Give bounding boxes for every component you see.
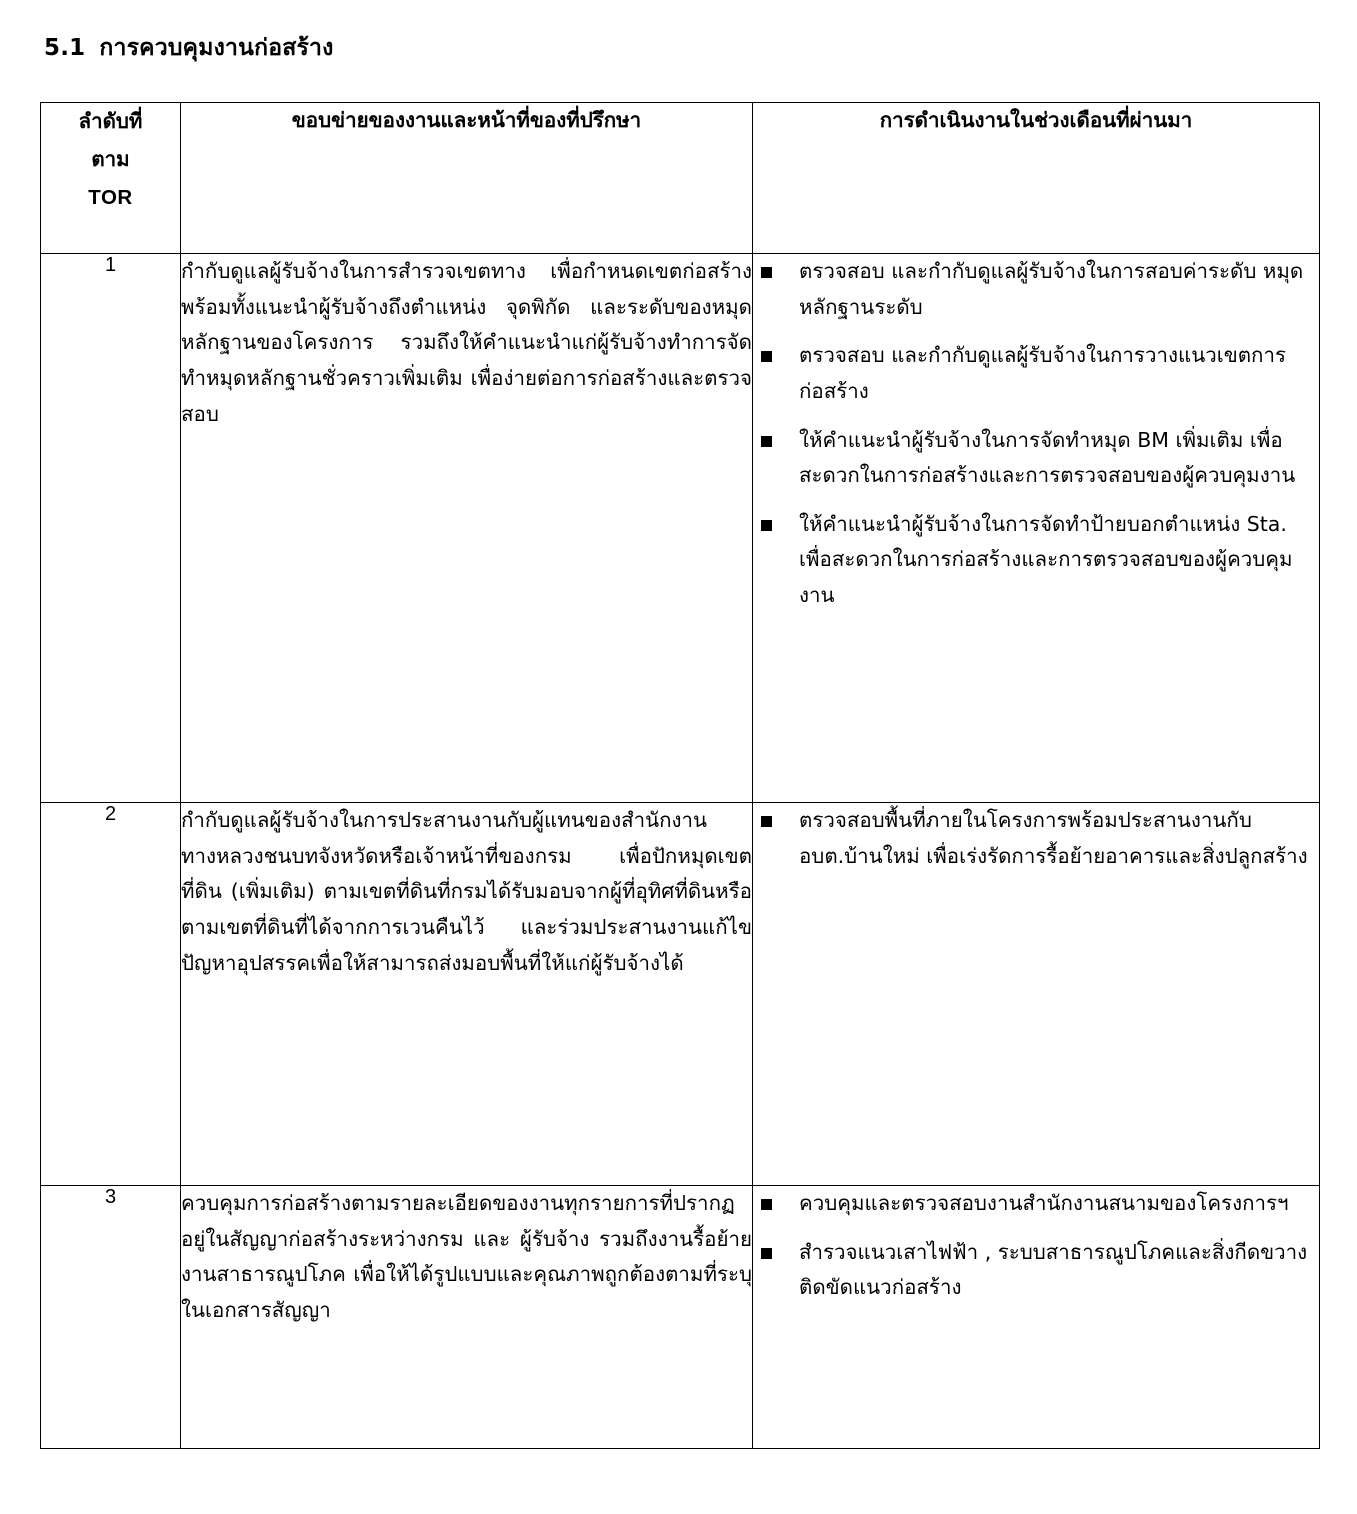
column-header-scope: ขอบข่ายของงานและหน้าที่ของที่ปรึกษา (181, 102, 753, 253)
list-item (753, 423, 1319, 494)
list-item-text: สำรวจแนวเสาไฟฟ้า , ระบบสาธารณูปโภคและสิ่งกีดขวางติดขัดแนวก่อสร้าง (799, 1239, 1308, 1300)
page-title (44, 34, 1317, 64)
list-item (753, 803, 1319, 874)
row-scope-text: กำกับดูแลผู้รับจ้างในการสำรวจเขตทาง เพื่อกำหนดเขตก่อสร้าง พร้อมทั้งแนะนำผู้รับจ้างถึงตำแหน่ง จุดพิกัด และระดับของหมุดหลักฐานของโครงการ รวมถึงให้คำแนะนำแก่ผู้รับจ้างทำการจัดทำหมุดหลักฐานชั่วคราวเพิ่มเติม เพื่อง่ายต่อการก่อสร้างและตรวจสอบ (181, 258, 752, 426)
progress-list (753, 1186, 1319, 1306)
row-scope (181, 802, 753, 1185)
bullet-square-icon (761, 520, 772, 531)
column-header-order-line3: TOR (88, 185, 133, 209)
list-item (753, 1235, 1319, 1306)
list-item (753, 254, 1319, 325)
progress-list (753, 803, 1319, 874)
list-item-text: ตรวจสอบ และกำกับดูแลผู้รับจ้างในการวางแนวเขตการก่อสร้าง (799, 343, 1286, 403)
row-number: 3 (41, 1185, 181, 1448)
column-header-order-line2: ตาม (91, 146, 130, 171)
bullet-square-icon (761, 436, 772, 447)
row-scope-text: ควบคุมการก่อสร้างตามรายละเอียดของงานทุกรายการที่ปรากฏอยู่ในสัญญาก่อสร้างระหว่างกรม และ ผู้รับจ้าง รวมถึงงานรื้อย้ายงานสาธารณูปโภค เพื่อให้ได้รูปแบบและคุณภาพถูกต้องตามที่ระบุในเอกสารสัญญา (181, 1190, 752, 1322)
bullet-square-icon (761, 267, 772, 278)
list-item-text: ตรวจสอบพื้นที่ภายในโครงการพร้อมประสานงานกับ อบต.บ้านใหม่ เพื่อเร่งรัดการรื้อย้ายอาคารและสิ่งปลูกสร้าง (799, 807, 1308, 868)
column-header-order (41, 102, 181, 253)
bullet-square-icon (761, 1199, 772, 1210)
row-scope (181, 1185, 753, 1448)
row-progress (753, 802, 1320, 1185)
table-row (41, 253, 1320, 802)
table-header-row (41, 102, 1320, 253)
table-row (41, 802, 1320, 1185)
table-row (41, 1185, 1320, 1448)
list-item (753, 1186, 1319, 1222)
tor-table (40, 102, 1320, 1449)
bullet-square-icon (761, 351, 772, 362)
column-header-progress: การดำเนินงานในช่วงเดือนที่ผ่านมา (753, 102, 1320, 253)
row-number: 2 (41, 802, 181, 1185)
list-item (753, 507, 1319, 614)
progress-list (753, 254, 1319, 614)
list-item-text: ให้คำแนะนำผู้รับจ้างในการจัดทำหมุด BM เพิ่มเติม เพื่อสะดวกในการก่อสร้างและการตรวจสอบของผู้ควบคุมงาน (799, 427, 1296, 488)
list-item (753, 338, 1319, 409)
bullet-square-icon (761, 1248, 772, 1259)
row-scope (181, 253, 753, 802)
row-number: 1 (41, 253, 181, 802)
list-item-text: ควบคุมและตรวจสอบงานสำนักงานสนามของโครงการฯ (799, 1190, 1289, 1215)
column-header-order-line1: ลำดับที่ (78, 108, 143, 133)
list-item-text: ให้คำแนะนำผู้รับจ้างในการจัดทำป้ายบอกตำแหน่ง Sta. เพื่อสะดวกในการก่อสร้างและการตรวจสอบของผู้ควบคุมงาน (799, 511, 1293, 608)
row-progress (753, 1185, 1320, 1448)
row-scope-text: กำกับดูแลผู้รับจ้างในการประสานงานกับผู้แทนของสำนักงานทางหลวงชนบทจังหวัดหรือเจ้าหน้าที่ของกรม เพื่อปักหมุดเขตที่ดิน (เพิ่มเติม) ตามเขตที่ดินที่กรมได้รับมอบจากผู้ที่อุทิศที่ดินหรือตามเขตที่ดินที่ได้จากการเวนคืนไว้ และร่วมประสานงานแก้ไขปัญหาอุปสรรคเพื่อให้สามารถส่งมอบพื้นที่ให้แก่ผู้รับจ้างได้ (181, 807, 752, 975)
section-title: การควบคุมงานก่อสร้าง (99, 35, 334, 61)
bullet-square-icon (761, 816, 772, 827)
row-progress (753, 253, 1320, 802)
list-item-text: ตรวจสอบ และกำกับดูแลผู้รับจ้างในการสอบค่าระดับ หมุดหลักฐานระดับ (799, 258, 1304, 319)
section-number: 5.1 (44, 35, 86, 61)
